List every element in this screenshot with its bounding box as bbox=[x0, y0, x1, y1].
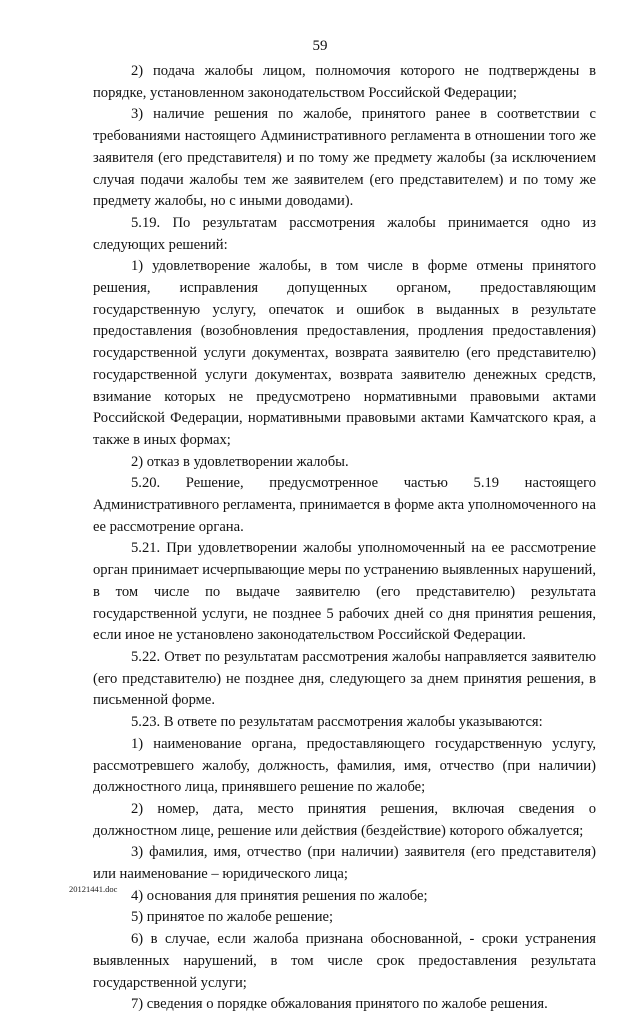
document-body bbox=[93, 61, 596, 1016]
paragraph: 3) наличие решения по жалобе, принятого ранее в соответствии с требованиями настоящего Административного регламента в отношении того же заявителя (его представителя) и по тому же предмету жалобы (за исключением случая подачи жалобы тем же заявителем (его представителем) и по тому же предмету жалобы, но с иными доводами). bbox=[93, 106, 596, 210]
paragraph: 2) отказ в удовлетворении жалобы. bbox=[131, 453, 349, 470]
paragraph: 5.21. При удовлетворении жалобы уполномоченный на ее рассмотрение орган принимает исчерпывающие меры по устранению выявленных нарушений, в том числе по выдаче заявителю (его представителю) результата государственной услуги, не позднее 5 рабочих дней со дня принятия решения, если иное не установлено законодательством Российской Федерации. bbox=[93, 540, 596, 644]
paragraph: 2) подача жалобы лицом, полномочия которого не подтверждены в порядке, установленном законодательством Российской Федерации; bbox=[93, 63, 596, 101]
paragraph: 4) основания для принятия решения по жалобе; bbox=[131, 887, 428, 904]
paragraph: 6) в случае, если жалоба признана обоснованной, - сроки устранения выявленных нарушений, в том числе срок предоставления результата государственной услуги; bbox=[93, 931, 596, 991]
paragraph: 7) сведения о порядке обжалования принятого по жалобе решения. bbox=[131, 996, 548, 1013]
page-number: 59 bbox=[312, 38, 328, 54]
paragraph: 5.23. В ответе по результатам рассмотрения жалобы указываются: bbox=[131, 714, 543, 731]
paragraph: 3) фамилия, имя, отчество (при наличии) заявителя (его представителя) или наименование – юридического лица; bbox=[93, 844, 596, 883]
paragraph: 1) удовлетворение жалобы, в том числе в форме отмены принятого решения, исправления допущенных органом, предоставляющим государственную услугу, опечаток и ошибок в выданных в результате предоставления (возобновления предоставления, продления предоставления) государственной услуги документах, возврата заявителю (его представителю) государственной услуги документах, возврата заявителю денежных средств, взимание которых не предусмотрено нормативными правовыми актами Российской Федерации, нормативными правовыми актами Камчатского края, а также в иных формах; bbox=[93, 258, 596, 448]
paragraph: 5.19. По результатам рассмотрения жалобы принимается одно из следующих решений: bbox=[93, 214, 596, 253]
paragraph: 5.20. Решение, предусмотренное частью 5.19 настоящего Административного регламента, принимается в форме акта уполномоченного на ее рассмотрение органа. bbox=[93, 475, 596, 535]
paragraph: 1) наименование органа, предоставляющего государственную услугу, рассмотревшего жалобу, должность, фамилия, имя, отчество (при наличии) должностного лица, принявшего решение по жалобе; bbox=[93, 735, 596, 796]
footer-filename: 20121441.doc bbox=[69, 884, 118, 894]
paragraph: 5) принятое по жалобе решение; bbox=[131, 909, 334, 926]
paragraph: 5.22. Ответ по результатам рассмотрения жалобы направляется заявителю (его представителю) не позднее дня, следующего за днем принятия решения, в письменной форме. bbox=[93, 648, 596, 709]
paragraph: 2) номер, дата, место принятия решения, включая сведения о должностном лице, решение или действия (бездействие) которого обжалуется; bbox=[93, 800, 596, 839]
